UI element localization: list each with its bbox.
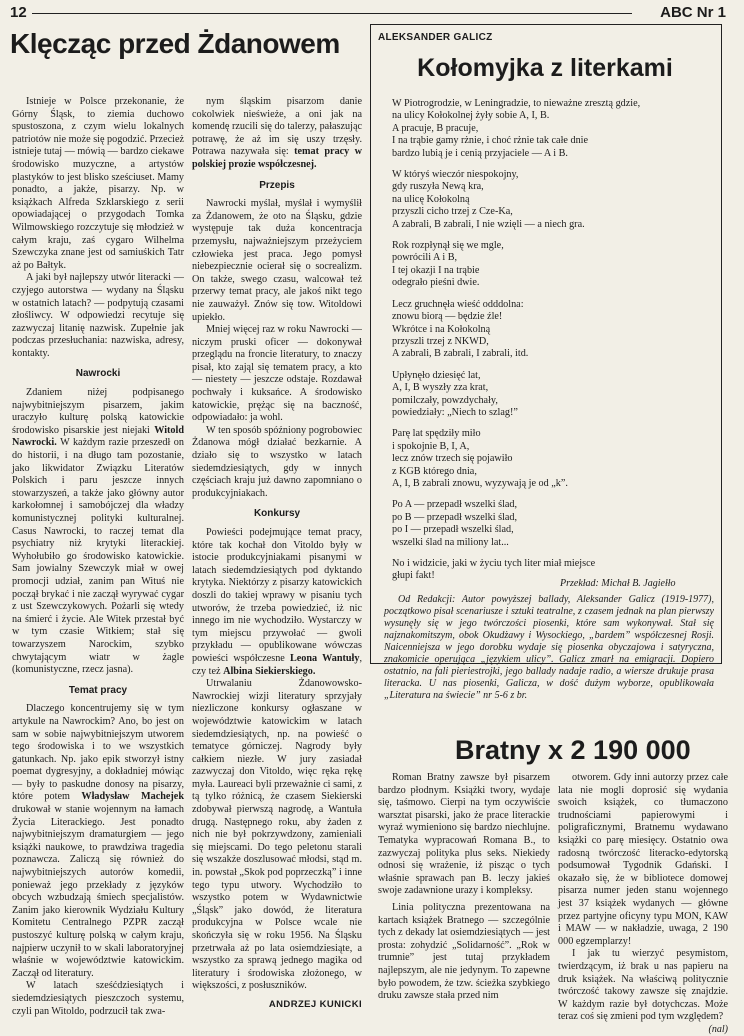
paragraph: Zdaniem niżej podpisanego najwybitniejszym pisarzem, jakim uraczyło kulturę polską katowickie środowisko pisarskie jest niejaki Witold Nawrocki. W każdym razie przeszedł on do historii, i na długo tam pozostanie, jako likwidator Związku Literatów Polskich i paru jeszcze innych stowarzyszeń, a także jako główny autor karkołomnej i samobójczej dla władzy komunistycznej polityki kulturalnej. Casus Nawrocki, to raczej temat dla psychiatry niż krytyki literackiej. Wyhołubiło go środowisko katowickie. Sam jowialny Szewczyk miał w owej promocji udział, zanim pan Wituś nie począł brykać i nie zaczął wyrywać cygar z ust Szewczykowych. Pożarli się wtedy na śmierć i życie. Ale Witek przestał być w tym czasie Witkiem; stał się towarzyszem Narockim, szybko chwytającym wiatr w żagle (komunistyczne, rzecz jasna).: [12, 387, 185, 676]
article-title: Klęcząc przed Żdanowem: [10, 28, 340, 59]
bottom-column-2: [558, 772, 728, 1036]
poem-line: Wkrótce i na Kołokolną: [392, 323, 491, 335]
bottom-column-1: [378, 772, 550, 1003]
paragraph: A jaki był najlepszy utwór literacki — czyjego autorstwa — wydany na Śląsku w ostatnich latach? — podpytują czasami złośliwcy. W odpowiedzi recytuje się zazwyczaj litanię nazwisk. Zupełnie jak podczas przesłuchania: nazwiska, adresy, kontakty.: [12, 272, 184, 359]
poem-line: No i widzicie, jaki w życiu tych liter miał miejsce: [392, 558, 596, 569]
bottom-article-title: Bratny x 2 190 000: [455, 735, 691, 765]
poem-line: na ulicę Kołokolną: [392, 193, 470, 205]
paragraph: Dlaczego koncentrujemy się w tym artykule na Nawrockim? Ano, bo jest on sam w sobie najwybitniejszym utworem tego środowiska i to we wszystkich gatunkach. Np. jako epik stworzył istny poemat dygresyjny, a dokładniej mówiąc — były to paskudne donosy na pisarzy, które potem Władysław Machejek drukował w stanie wojennym na łamach Życia Literackiego. Jest ponadto najwybitniejszym dramaturgiem — jego książki naukowe, to prawdziwa tragedia poznawcza. Zaliczą się również do najwybitniejszych autorów komedii, ponieważ jego przekłady z języków obcych wzbudzają śmiech specjalistów. Zanim jako kierownik Wydziału Kultury Komitetu Centralnego PZPR zaczął pustoszyć kulturę polską w całym kraju, najpierw uczynił to w skali laboratoryjnej właśnie w województwie katowickim. Zaczął od literatury.: [12, 703, 184, 979]
article-column-2: [192, 96, 362, 1012]
poem-line: pomilczały, powzdychały,: [392, 394, 498, 406]
poem-line: Rok rozpłynął się we mgle,: [392, 240, 504, 252]
poem-line: Upłynęło dziesięć lat,: [392, 369, 481, 381]
poem-line: A, I, B zabrali znowu, wyzywają je od „k”.: [392, 477, 568, 489]
editor-note: Od Redakcji: Autor powyższej ballady, Aleksander Galicz (1919-1977), początkowo pisał scenariusze i sztuki teatralne, z czasem jednak na plan pierwszy wysunęły się w jego twórczości piosenki, które sam wykonywał. Stał się najznakomitszym, obok Okudżawy i Wysockiego, „bardem” współczesnej Rosji. Naicenniejsza w jego dorobku wydaje się piosenka obyczajowa i satyryczna, znakomicie operująca „językiem ulicy”. Galicz zmarł na emigracji. Dopiero ostatnio, na fali pieriestrojki, jego ballady nadaje radio, a wiersze drukuje prasa literacka. U nas piosenki, Galicza, w dość dużym wyborze, opublikowała „Literatura na świecie” nr 5-6 z br.: [384, 594, 714, 701]
poem-line: z KGB którego dnia,: [392, 465, 477, 477]
poem-line: A, I, B wyszły zza krat,: [392, 382, 489, 394]
poem-line: na ulicy Kołokolnej żyły sobie A, I, B.: [392, 110, 550, 122]
poem-line: po I — przepadł wszelki ślad,: [392, 524, 514, 536]
poem-line: Lecz gruchnęła wieść odddolna:: [392, 298, 524, 310]
poem-line: A zabrali, B zabrali, I nie wzięli — a niech gra.: [392, 218, 585, 230]
paragraph: Istnieje w Polsce przekonanie, że Górny Śląsk, to ziemia duchowo spustoszona, z czym wielu lokalnych patriotów nie może się pogodzić. Przecież istnieje tutaj — mówią — bardzo ciekawe środowisko muzyczne, a artystów plastyków to jest blisko sześciuset. Mamy ponadto, a jakże, pisarzy. Np. w książkach Alfreda Szklarskiego z serii opowiadającej o przygodach Tomka Wilmowskiego rozczytuje się młodzież w całym kraju, zaś cygaro Wilhelma Szewczyka znane jest od samiuśkich Tatr aż po Bałtyk.: [12, 96, 184, 271]
poem-stanza: [392, 370, 712, 420]
article-column-1: [12, 96, 184, 1018]
poem-stanza: [392, 98, 712, 160]
poem-title: Kołomyjka z literkami: [417, 54, 673, 82]
poem-line: znowu biorą — będzie źle!: [392, 311, 503, 323]
poem-line: głupi fakt!: [392, 570, 435, 582]
poem-author: ALEKSANDER GALICZ: [378, 32, 493, 43]
poem-line: bardzo lubią je i cenią przyjaciele — A i B.: [392, 147, 568, 159]
poem-line: wszelki ślad na miliony lat...: [392, 536, 509, 548]
poem-stanza: [392, 240, 712, 290]
poem-line: przyszli trzej z NKWD,: [392, 335, 489, 347]
translator-credit: Przekład: Michał B. Jagiełło: [560, 578, 676, 589]
poem-body: [392, 98, 712, 592]
paragraph: nym śląskim pisarzom danie cokolwiek nieświeże, a oni jak na komendę rzucili się do talerzy, pałaszując potrawę, że aż im się uszy trzęsły. Potrawa nazywała się: temat pracy w polskiej prozie współczesnej.: [192, 96, 363, 170]
poem-line: Po A — przepadł wszelki ślad,: [392, 499, 518, 511]
subheading: Konkursy: [253, 508, 301, 520]
poem-line: W któryś wieczór niespokojny,: [392, 169, 519, 181]
paragraph: Utrwalaniu Żdanowowsko-Nawrockiej wizji literatury sprzyjały niezliczone konkursy ogłaszane w województwie katowickim w latach siedemdziesiątych, np. na powieść o tematyce górniczej. Nagrody były całkiem niezłe. W jury zasiadał zazwyczaj don Vitoldo, więc ręka rękę myła. Laureaci byli przeważnie ci sami, z tą tylko różnicą, że czasem Siekierski zdobywał pierwszą nagrodę, a Wantuła drugą. Następnego roku, aby żaden z nich nie był pokrzywdzony, zamieniali się miejscami. Do tego peletonu starali się wszakże doszlusować młodsi, stąd m. in. powstał „Skok pod poprzeczką” i inne tego typu utwory. Wychodziło to wszystko potem w Wydawnictwie „Śląsk” jako dowód, że literatura produkcyjna w Polsce wcale nie skończyła się w roku 1956. Na Śląsku przetrwała aż po lata osiemdziesiąte, a wszystko za sprawą jednego magika od literatury i środowiska złożonego, w większości, z posłuszników.: [192, 678, 362, 992]
poem-stanza: [392, 499, 712, 549]
poem-line: powiedziały: „Niech to szlag!”: [392, 406, 518, 418]
paragraph: Linia polityczna prezentowana na kartach książek Bratnego — szczególnie tych z dekady lat osiemdziesiątych — jest prosta: zohydzić „Solidarność”. „Rok w trumnie” jest tutaj przykładem najlepszym, ale nie jedynym. To zapewne było powodem, że tzw. ścieżka szybkiego druku zawsze stała przed nim: [378, 901, 550, 1002]
paragraph: Nawrocki myślał, myślał i wymyślił za Żdanowem, że oto na Śląsku, gdzie występuje tak duża koncentracja przemysłu, najważniejszym przeżyciem człowieka jest praca. Jego pomysł niebezpiecznie ocierał się o socrealizm. On także, swego czasu, walcował też przerwy temat pracy, ale jakoś nikt tego nie zauważył. Znów się tow. Witoldowi upiekło.: [192, 198, 362, 323]
poem-line: A pracuje, B pracuje,: [392, 122, 479, 134]
poem-line: I na trąbie gamy rżnie, i choć rżnie tak całe dnie: [392, 135, 589, 147]
poem-line: Parę lat spędziły miło: [392, 428, 481, 440]
poem-line: gdy ruszyła Newą kra,: [392, 181, 484, 193]
paragraph: I jak tu wierzyć pesymistom, twierdzącym, iż brak u nas papieru na druk książek. Na właściwą politycznie twórczość takowy zawsze się znajdzie. W każdym razie był dotychczas. Może teraz coś się zmieni pod tym względem?: [558, 948, 728, 1023]
bottom-signature: (nal): [708, 1023, 728, 1035]
poem-line: I tej okazji I na trąbie: [392, 264, 480, 276]
poem-line: odegrało pieśni dwie.: [392, 277, 480, 289]
paragraph: Mniej więcej raz w roku Nawrocki — niczym pruski oficer — dokonywał przeglądu na froncie literatury, to znaczy pisał, kto zająl się tematem pracy, a kto — niestety — jeszcze odstaje. Rozdawał pochwały i kuksańce. A środowisko katowickie, prężąc się na baczność, odpowiadało: ja wohl.: [192, 324, 362, 424]
magazine-issue: ABC Nr 1: [660, 4, 726, 21]
page-number: 12: [10, 4, 27, 21]
header-rule: [32, 13, 632, 14]
author-signature: ANDRZEJ KUNICKI: [268, 998, 362, 1010]
paragraph: W ten sposób spóźniony pogrobowiec Żdanowa mógł działać bezkarnie. A działo się to wszystko w latach siedemdziesiątych, gdy w innych częściach kraju już dawno zapomniano o produkcyjniakach.: [192, 424, 362, 499]
poem-line: powrócili A i B,: [392, 252, 458, 264]
subheading: Temat pracy: [68, 684, 128, 696]
poem-line: i spokojnie B, I, A,: [392, 440, 470, 452]
poem-line: A zabrali, B zabrali, I zabrali, itd.: [392, 348, 529, 360]
poem-stanza: [392, 428, 712, 490]
poem-stanza: [392, 299, 712, 361]
subheading: Nawrocki: [75, 368, 121, 380]
paragraph: W latach sześćdziesiątych i siedemdziesiątych pieszczoch systemu, czyli pan Witoldo, podrzucił tak zwa-: [12, 980, 184, 1017]
subheading: Przepis: [259, 179, 295, 191]
paragraph: Powieści podejmujące temat pracy, które tak kochał don Vitoldo były w istocie produkcyjniakami pisanymi w latach siedemdziesiątych pod dyktando krytyka. Niektórzy z pisarzy katowickich doszli do takiej wprawy w pisaniu tych utworów, że trzeba powiedzieć, iż nic innego im nie wychodziło. Wystarczy w tym miejscu przywołać — gwoli przykładu — opublikowane wówczas powieści współczesne Leona Wantuły, czy też Albina Siekierskiego.: [192, 527, 363, 677]
poem-line: po B — przepadł wszelki ślad,: [392, 511, 518, 523]
poem-stanza: [392, 169, 712, 231]
poem-line: W Piotrogrodzie, w Leningradzie, to nieważne zresztą gdzie,: [392, 98, 641, 109]
poem-line: przyszli cicho trzej z Cze-Ka,: [392, 206, 513, 218]
paragraph: Roman Bratny zawsze był pisarzem bardzo płodnym. Książki twory, wydaje się, taśmowo. Cierpi na tym oczywiście warsztat pisarski, jako że prace literackie wyraź wymieniono się bardzo niechlujne. Tematyka wypracowań Romana B., to zazwyczaj polityka plus seks. Niekiedy odnosi się wrażenie, iż pisząc o tych właśnie sprawach pan B. leczy jakieś swoje zadawnione urazy i kompleksy.: [378, 772, 550, 897]
poem-line: lecz znów trzech się pojawiło: [392, 453, 513, 465]
paragraph: otworem. Gdy inni autorzy przez całe lata nie mogli doprosić się wydania swoich książek, co tłumaczono trudnościami papierowymi i poligraficznymi, Bratnemu wydawano książki co parę miesięcy. Ostatnio owa radosną twórczość literacko-edytorską podsumował Tygodnik Gdański. I okazało się, że w bibliotece domowej pisarza numer jeden stanu wojennego jest 37 książek wydanych — główne przez partyjne oficyny typu MON, KAW i MAW — w nakładzie, uwaga, 2 190 000 egzemplarzy!: [558, 772, 728, 947]
